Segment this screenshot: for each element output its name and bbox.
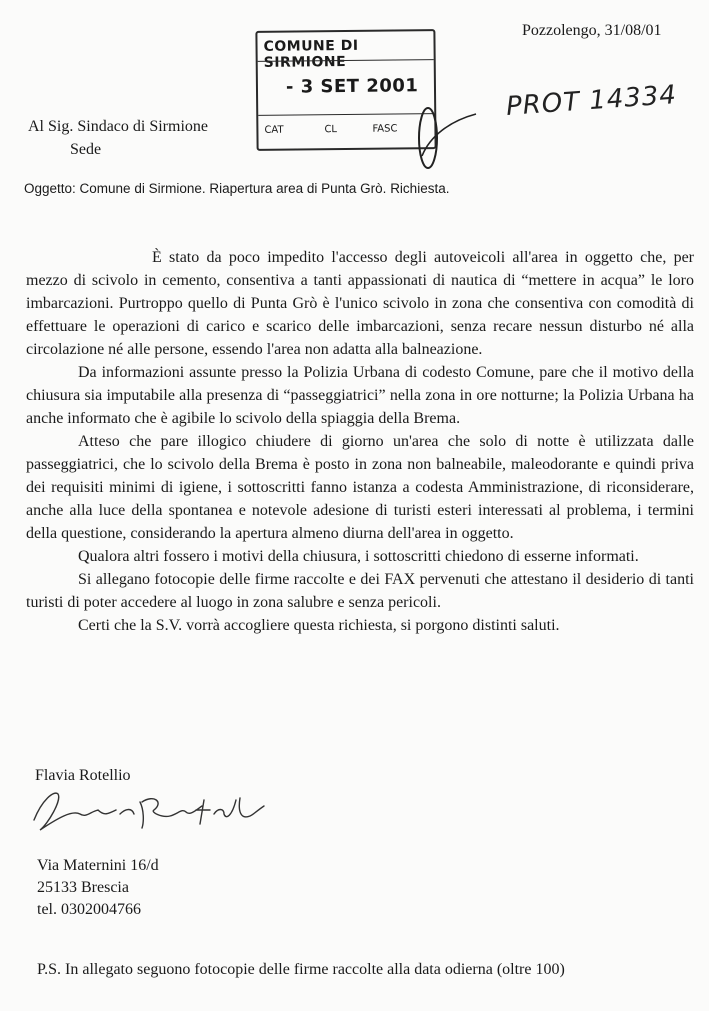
stamp-pen-mark xyxy=(410,96,480,186)
body-paragraph: Qualora altri fossero i motivi della chiusura, i sottoscritti chiedono di esserne informati. xyxy=(78,548,639,565)
body-paragraph: Si allegano fotocopie delle firme raccolte e dei FAX pervenuti che attestano il desiderio di tanti turisti di poter accedere al luogo in zona salubre e senza pericoli. xyxy=(26,571,694,611)
body-paragraph: Da informazioni assunte presso la Polizia Urbana di codesto Comune, pare che il motivo della chiusura sia imputabile alla presenza di “passeggiatrici” nella zona in ore notturne; la Polizia Urbana ha anche informato che è agibile lo scivolo della spiaggia della Brema. xyxy=(26,364,694,427)
recipient-line1: Al Sig. Sindaco di Sirmione xyxy=(28,118,208,135)
sender-phone: tel. 0302004766 xyxy=(37,901,141,918)
stamp-office: COMUNE DI SIRMIONE xyxy=(263,37,359,71)
stamp-cl: CL xyxy=(324,124,338,136)
stamp-divider xyxy=(258,113,434,116)
recipient-line2: Sede xyxy=(70,141,102,158)
body-paragraph: Certi che la S.V. vorrà accogliere questa richiesta, si porgono distinti saluti. xyxy=(78,617,560,634)
sender-address-street: Via Maternini 16/d xyxy=(37,857,159,874)
postscript: P.S. In allegato seguono fotocopie delle firme raccolte alla data odierna (oltre 100) xyxy=(37,961,565,978)
sender-address-city: 25133 Brescia xyxy=(37,879,129,896)
stamp-date: - 3 SET 2001 xyxy=(285,75,419,98)
protocol-number: PROT 14334 xyxy=(505,80,678,122)
stamp-fasc: FASC xyxy=(372,123,398,135)
stamp-cat: CAT xyxy=(264,124,284,136)
body-paragraph: Atteso che pare illogico chiudere di giorno un'area che solo di notte è utilizzata dalle passeggiatrici, che lo scivolo della Brema è posto in zona non balneabile, maleodorante e quindi priva dei requisiti minimi di igiene, i sottoscritti fanno istanza a codesta Amministrazione, di riconsiderare, anche alla luce della spontanea e notevole adesione di turisti esteri interessati al problema, i termini della questione, considerando la apertura almeno diurna dell'area in oggetto. xyxy=(26,433,694,542)
body-paragraph: È stato da poco impedito l'accesso degli autoveicoli all'area in oggetto che, per mezzo di scivolo in cemento, consentiva a tanti appassionati di nautica di “mettere in acqua” le loro imbarcazioni. Purtroppo quello di Punta Grò è l'unico scivolo in zona che consentiva con comodità di effettuare le operazioni di carico e scarico delle imbarcazioni, senza recare nessun disturbo né alla circolazione né alle persone, essendo l'area non adatta alla balneazione. xyxy=(26,249,694,358)
handwritten-signature xyxy=(28,780,288,840)
signer-name: Flavia Rotellio xyxy=(35,767,131,784)
place-date: Pozzolengo, 31/08/01 xyxy=(522,22,662,39)
sender-contact xyxy=(37,855,159,921)
letter-body xyxy=(26,246,694,637)
subject-line: Oggetto: Comune di Sirmione. Riapertura area di Punta Grò. Richiesta. xyxy=(24,181,450,196)
